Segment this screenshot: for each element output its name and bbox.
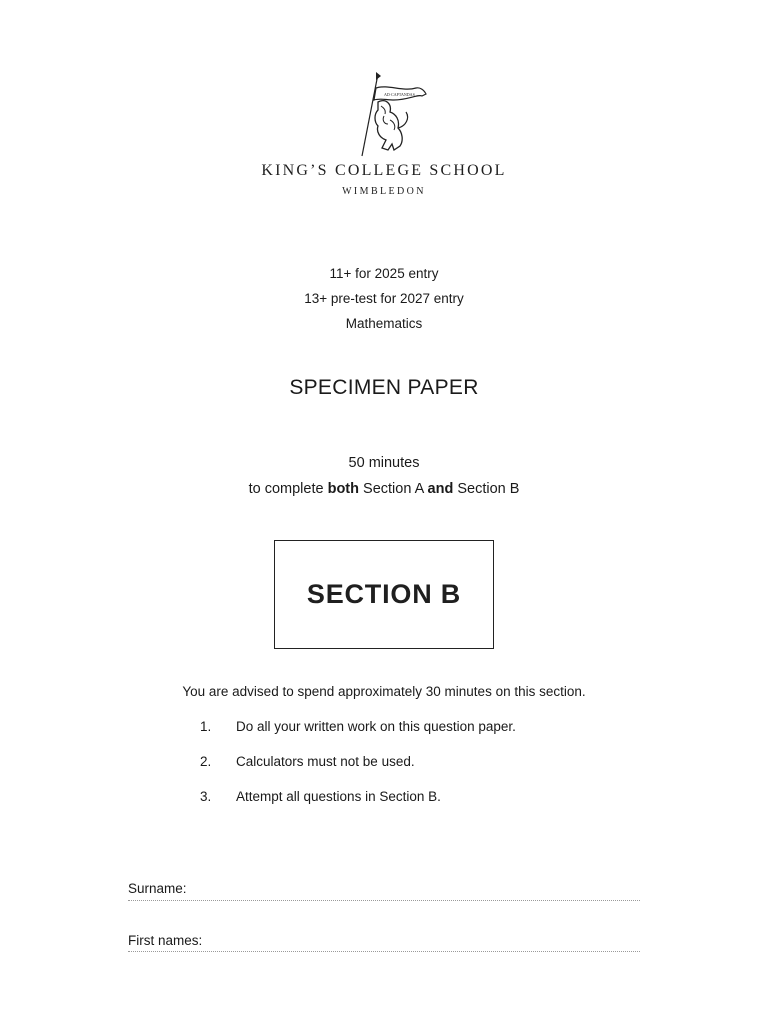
entry-line-13plus: 13+ pre-test for 2027 entry (304, 291, 464, 306)
instruction-item (200, 789, 640, 804)
instruction-number: 1. (200, 719, 212, 734)
complete-section-b: Section B (453, 481, 520, 497)
instruction-number: 2. (200, 754, 212, 769)
instruction-text: Attempt all questions in Section B. (236, 789, 441, 804)
instruction-number: 3. (200, 789, 212, 804)
complete-both: both (327, 481, 359, 497)
first-names-field[interactable] (128, 951, 640, 952)
school-name: KING’S COLLEGE SCHOOL (261, 162, 507, 179)
surname-label: Surname: (128, 881, 187, 896)
subject: Mathematics (345, 316, 423, 331)
completion-instruction (0, 481, 768, 497)
time-advice: You are advised to spend approximately 30 minutes on this section. (182, 684, 586, 699)
first-names-label: First names: (128, 933, 203, 948)
paper-title: SPECIMEN PAPER (289, 376, 479, 399)
instruction-item (200, 754, 640, 769)
complete-and: and (427, 481, 454, 497)
entry-line-11plus: 11+ for 2025 entry (329, 266, 439, 281)
svg-text:AD·CAPTANDAS: AD·CAPTANDAS (384, 92, 415, 97)
complete-section-a: Section A (359, 481, 428, 497)
instruction-text: Calculators must not be used. (236, 754, 415, 769)
complete-prefix: to complete (248, 481, 328, 497)
surname-field[interactable] (128, 900, 640, 901)
school-location: WIMBLEDON (342, 186, 426, 197)
school-crest-logo (348, 70, 430, 160)
section-box (274, 540, 494, 649)
section-label: SECTION B (306, 579, 462, 609)
instruction-text: Do all your written work on this question paper. (236, 719, 516, 734)
duration: 50 minutes (348, 455, 420, 471)
instruction-item (200, 719, 640, 734)
